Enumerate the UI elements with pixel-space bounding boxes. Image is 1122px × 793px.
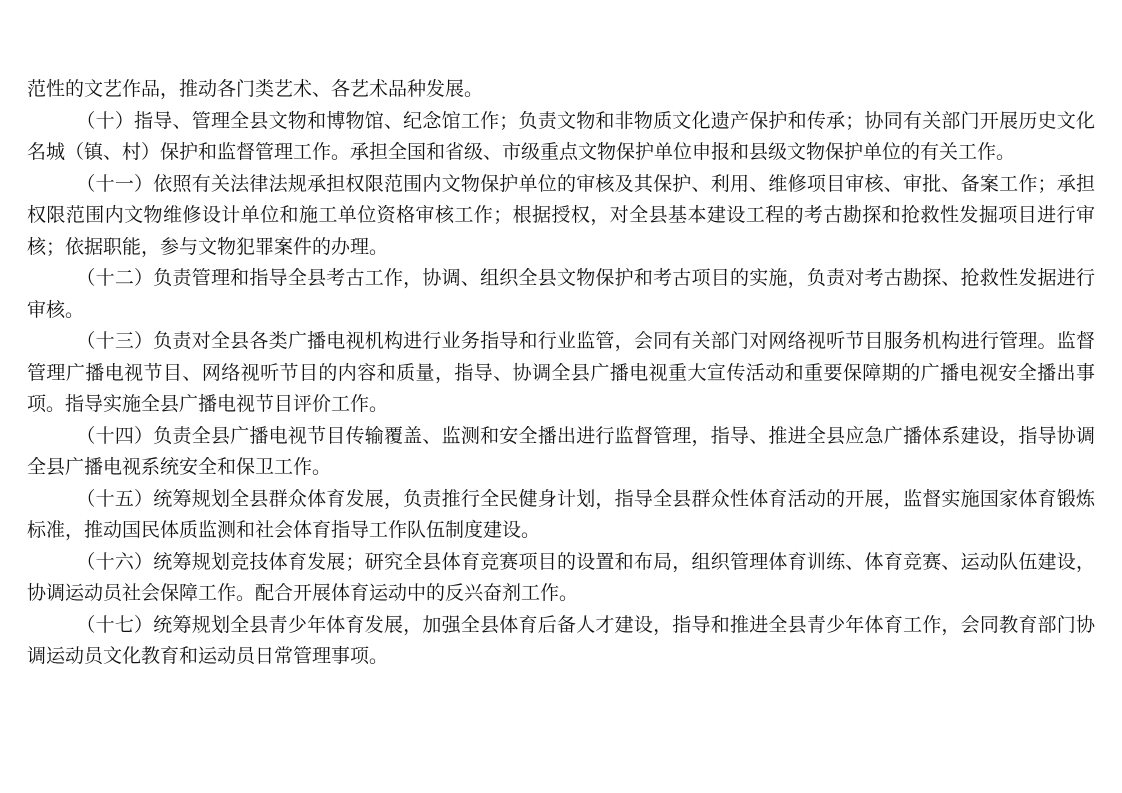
paragraph-item-16: （十六）统筹规划竞技体育发展；研究全县体育竞赛项目的设置和布局，组织管理体育训练、体育竞赛、运动队伍建设，协调运动员社会保障工作。配合开展体育运动中的反兴奋剂工作。 [27,550,1095,604]
paragraph-item-12: （十二）负责管理和指导全县考古工作，协调、组织全县文物保护和考古项目的实施，负责对考古勘探、抢救性发据进行审核。 [27,267,1095,321]
paragraph-item-10: （十）指导、管理全县文物和博物馆、纪念馆工作；负责文物和非物质文化遗产保护和传承；协同有关部门开展历史文化名城（镇、村）保护和监督管理工作。承担全国和省级、市级重点文物保护单位申报和县级文物保护单位的有关工作。 [27,109,1095,163]
paragraph-item-15: （十五）统筹规划全县群众体育发展，负责推行全民健身计划，指导全县群众性体育活动的开展，监督实施国家体育锻炼标准，推动国民体质监测和社会体育指导工作队伍制度建设。 [27,487,1095,541]
paragraph-item-11: （十一）依照有关法律法规承担权限范围内文物保护单位的审核及其保护、利用、维修项目审核、审批、备案工作；承担权限范围内文物维修设计单位和施工单位资格审核工作；根据授权，对全县基本建设工程的考古勘探和抢救性发掘项目进行审核；依据职能，参与文物犯罪案件的办理。 [27,172,1095,258]
document-body [27,74,1095,673]
paragraph-item-14: （十四）负责全县广播电视节目传输覆盖、监测和安全播出进行监督管理，指导、推进全县应急广播体系建设，指导协调全县广播电视系统安全和保卫工作。 [27,424,1095,478]
paragraph-item-13: （十三）负责对全县各类广播电视机构进行业务指导和行业监管，会同有关部门对网络视听节目服务机构进行管理。监督管理广播电视节目、网络视听节目的内容和质量，指导、协调全县广播电视重大宣传活动和重要保障期的广播电视安全播出事项。指导实施全县广播电视节目评价工作。 [27,330,1095,415]
paragraph-item-17: （十七）统筹规划全县青少年体育发展，加强全县体育后备人才建设，指导和推进全县青少年体育工作，会同教育部门协调运动员文化教育和运动员日常管理事项。 [27,613,1095,667]
paragraph-continuation: 范性的文艺作品，推动各门类艺术、各艺术品种发展。 [27,78,484,100]
